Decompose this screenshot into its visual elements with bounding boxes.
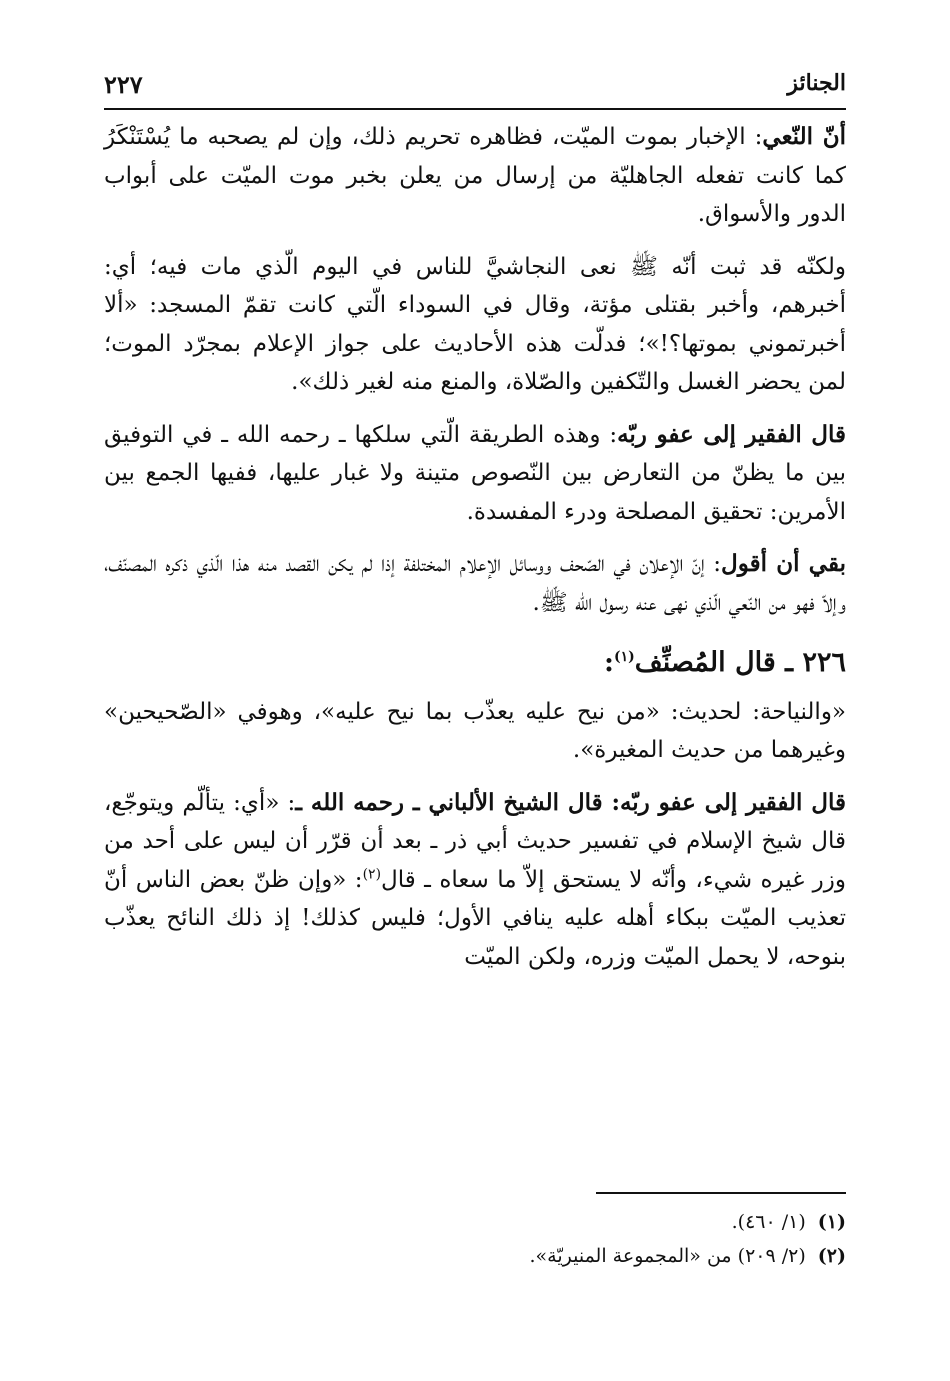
paragraph-lead: أنّ النّعي bbox=[762, 123, 846, 150]
chapter-title: الجنائز bbox=[787, 70, 846, 96]
paragraph-naiy bbox=[104, 118, 846, 234]
paragraph-text: : «أي: يتألّم ويتوجّع، قال شيخ الإسلام في تفسير حديث أبي ذر ـ بعد أن قرّر أن ليس على أحد من وزر غيره شيء، وأنّه لا يستحق إلاّ ما سعاه ـ قال bbox=[104, 789, 846, 893]
paragraph-niyaha bbox=[104, 693, 846, 770]
footnote-ref: (١) bbox=[613, 649, 635, 665]
header-rule bbox=[104, 108, 846, 110]
footnote-ref: (٢) bbox=[362, 865, 382, 882]
paragraph-remaining bbox=[104, 545, 846, 622]
footnote-item bbox=[104, 1239, 846, 1273]
footnote-text: (٢/ ٢٠٩) من «المجموعة المنيريّة». bbox=[529, 1245, 806, 1267]
page-number: ٢٢٧ bbox=[104, 70, 143, 99]
paragraph-text: : «وإن ظنّ بعض الناس أنّ تعذيب الميّت ببكاء أهله عليه ينافي الأول؛ فليس كذلك! إذ ذلك النائح يعذّب بنوحه، لا يحمل الميّت وزره، ولكن الميّت bbox=[104, 866, 846, 970]
paragraph-albani bbox=[104, 784, 846, 977]
paragraph-author-comment bbox=[104, 416, 846, 532]
paragraph-lead: قال الفقير إلى عفو ربّه bbox=[617, 420, 846, 448]
footnote-number: (٢) bbox=[817, 1245, 846, 1267]
section-heading bbox=[104, 644, 846, 683]
paragraph-text: : وهذه الطريقة الّتي سلكها ـ رحمه الله ـ في التوفيق بين ما يظنّ من التعارض بين النّصوص متينة ولا غبار عليها، ففيها الجمع بين الأمرين: تحقيق المصلحة ودرء المفسدة. bbox=[104, 421, 847, 525]
footnote-item bbox=[104, 1205, 846, 1239]
paragraph-text: : الإخبار بموت الميّت، فظاهره تحريم ذلك، وإن لم يصحبه ما يُسْتَنْكَرُ كما كانت تفعله الجاهليّة من إرسال من يعلن بخبر موت الميّت على أبواب الدور والأسواق. bbox=[104, 124, 846, 227]
paragraph-najashi bbox=[104, 248, 846, 402]
section-heading-text: ٢٢٦ ـ قال المُصنِّف bbox=[634, 647, 846, 678]
section-heading-tail: : bbox=[604, 647, 614, 678]
paragraph-text: ولكنّه قد ثبت أنّه ﷺ نعى النجاشيَّ للناس في اليوم الّذي مات فيه؛ أي: أخبرهم، وأخبر بقتلى مؤتة، وقال في السوداء الّتي كانت تقمّ المسجد: «ألا أخبرتموني بموتها؟!»؛ فدلّت هذه الأحاديث على جواز الإعلام بمجرّد الموت؛ لمن يحضر الغسل والتّكفين والصّلاة، والمنع منه لغير ذلك». bbox=[104, 253, 846, 395]
footnote-rule bbox=[596, 1192, 846, 1194]
paragraph-lead: بقي أن أقول bbox=[721, 550, 846, 577]
paragraph-text: «والنياحة: لحديث: «من نيح عليه يعذّب بما نيح عليه»، وهوفي «الصّحيحين» وغيرهما من حديث المغيرة». bbox=[104, 698, 846, 763]
paragraph-text: : إنّ الإعلان في الصّحف ووسائل الإعلام المختلفة إذا لم يكن القصد منه هذا الّذي ذكره المصنّف، وإلاّ فهو من النّعي الّذي نهى عنه رسول الله ﷺ. bbox=[104, 551, 846, 616]
footnotes bbox=[104, 1205, 846, 1273]
paragraph-lead: قال الفقير إلى عفو ربّه: قال الشيخ الألباني ـ رحمه الله ـ bbox=[295, 788, 846, 816]
main-text bbox=[104, 118, 846, 990]
footnote-number: (١) bbox=[817, 1211, 846, 1233]
footnote-text: (١/ ٤٦٠). bbox=[731, 1211, 806, 1233]
